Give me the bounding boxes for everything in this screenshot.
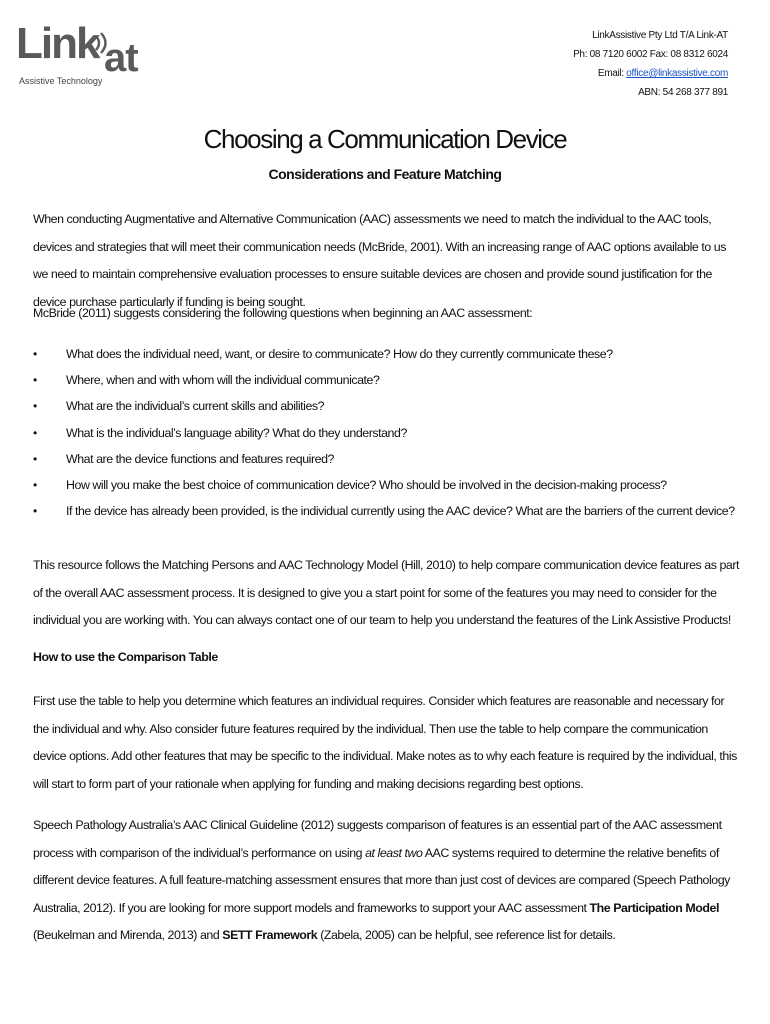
page-subtitle: Considerations and Feature Matching (268, 166, 502, 182)
intro-paragraph: When conducting Augmentative and Alternative Communication (AAC) assessments we need to match the individual to the AAC tools, devices and strategies that will meet their communication needs (McBride, 2001). With an increasing range of AAC options available to us we need to maintain comprehensive evaluation processes to ensure suitable devices are chosen and provide sound justification for the device purchase particularly if funding is being sought. (33, 212, 726, 309)
list-item (33, 341, 743, 367)
link-at-logo (16, 19, 156, 92)
guideline-text-1: Speech Pathology Australia’s AAC Clinical Guideline (2012) suggests comparison of features is an essential part of the AAC assessment process with comparison of the individual’s performance on using (33, 818, 722, 860)
page-title: Choosing a Communication Device (203, 124, 567, 154)
bullet-icon: • (33, 477, 37, 492)
questions-intro-paragraph: McBride (2011) suggests considering the following questions when beginning an AAC assessment: (33, 306, 533, 320)
assessment-questions-list (33, 341, 743, 524)
how-to-paragraph: First use the table to help you determine which features an individual requires. Consider which features are reasonable and necessary for the individual and why. Also consider future features required by the individual. Then use the table to help compare the communication device options. Add other features that may be specific to the individual. Make notes as to why each feature is required by the individual, this will start to form part of your rationale when applying for funding and making decisions regarding best options. (33, 694, 737, 791)
bullet-icon: • (33, 451, 37, 466)
guideline-paragraph (33, 812, 743, 950)
list-item-text: What are the individual’s current skills and abilities? (66, 399, 325, 414)
list-item-text: If the device has already been provided, is the individual currently using the AAC device? What are the barriers of the current device? (66, 504, 735, 519)
logo-word-at: at (104, 36, 138, 80)
bullet-icon: • (33, 425, 37, 440)
list-item-text: How will you make the best choice of communication device? Who should be involved in the decision-making process? (66, 477, 667, 492)
list-item-text: What is the individual’s language ability? What do they understand? (66, 425, 407, 440)
list-item-text: Where, when and with whom will the individual communicate? (66, 373, 380, 388)
email-line (573, 64, 728, 83)
phone-fax: Ph: 08 7120 6002 Fax: 08 8312 6024 (573, 49, 728, 60)
email-link[interactable]: office@linkassistive.com (626, 68, 728, 79)
list-item (33, 472, 743, 498)
company-name: LinkAssistive Pty Ltd T/A Link-AT (592, 30, 728, 41)
abn: ABN: 54 268 377 891 (638, 87, 728, 98)
section-heading-how-to: How to use the Comparison Table (33, 650, 218, 664)
bullet-icon: • (33, 373, 37, 388)
email-label: Email: (597, 68, 627, 79)
guideline-text-4: (Zabela, 2005) can be helpful, see reference list for details. (317, 928, 616, 942)
bullet-icon: • (33, 347, 37, 361)
logo-word-link: Link (16, 19, 99, 68)
sett-framework-term: SETT Framework (222, 928, 318, 942)
list-item (33, 498, 743, 524)
list-item-text: What are the device functions and features required? (66, 451, 334, 466)
participation-model-term: The Participation Model (589, 900, 719, 915)
contact-block (573, 26, 728, 102)
list-item (33, 393, 743, 419)
bullet-icon: • (33, 399, 37, 414)
list-item (33, 420, 743, 446)
guideline-text-3: (Beukelman and Mirenda, 2013) and (33, 928, 223, 942)
guideline-text-2: AAC systems required to determine the relative benefits of different device features. A full feature-matching assessment ensures that more than just cost of devices are compared (Speech Pathology Australia, 2012). If you are looking for more support models and frameworks to support your AAC assessment (33, 845, 730, 915)
resource-paragraph: This resource follows the Matching Persons and AAC Technology Model (Hill, 2010) to help compare communication device features as part of the overall AAC assessment process. It is designed to give you a start point for some of the features you may need to consider for the individual you are working with. You can always contact one of our team to help you understand the features of the Link Assistive Products! (33, 558, 740, 627)
list-item (33, 446, 743, 472)
logo-tagline: Assistive Technology (19, 76, 103, 86)
list-item-text: What does the individual need, want, or desire to communicate? How do they currently communicate these? (66, 347, 613, 361)
guideline-emphasis: at least two (365, 845, 423, 860)
list-item (33, 367, 743, 393)
bullet-icon: • (33, 504, 37, 519)
